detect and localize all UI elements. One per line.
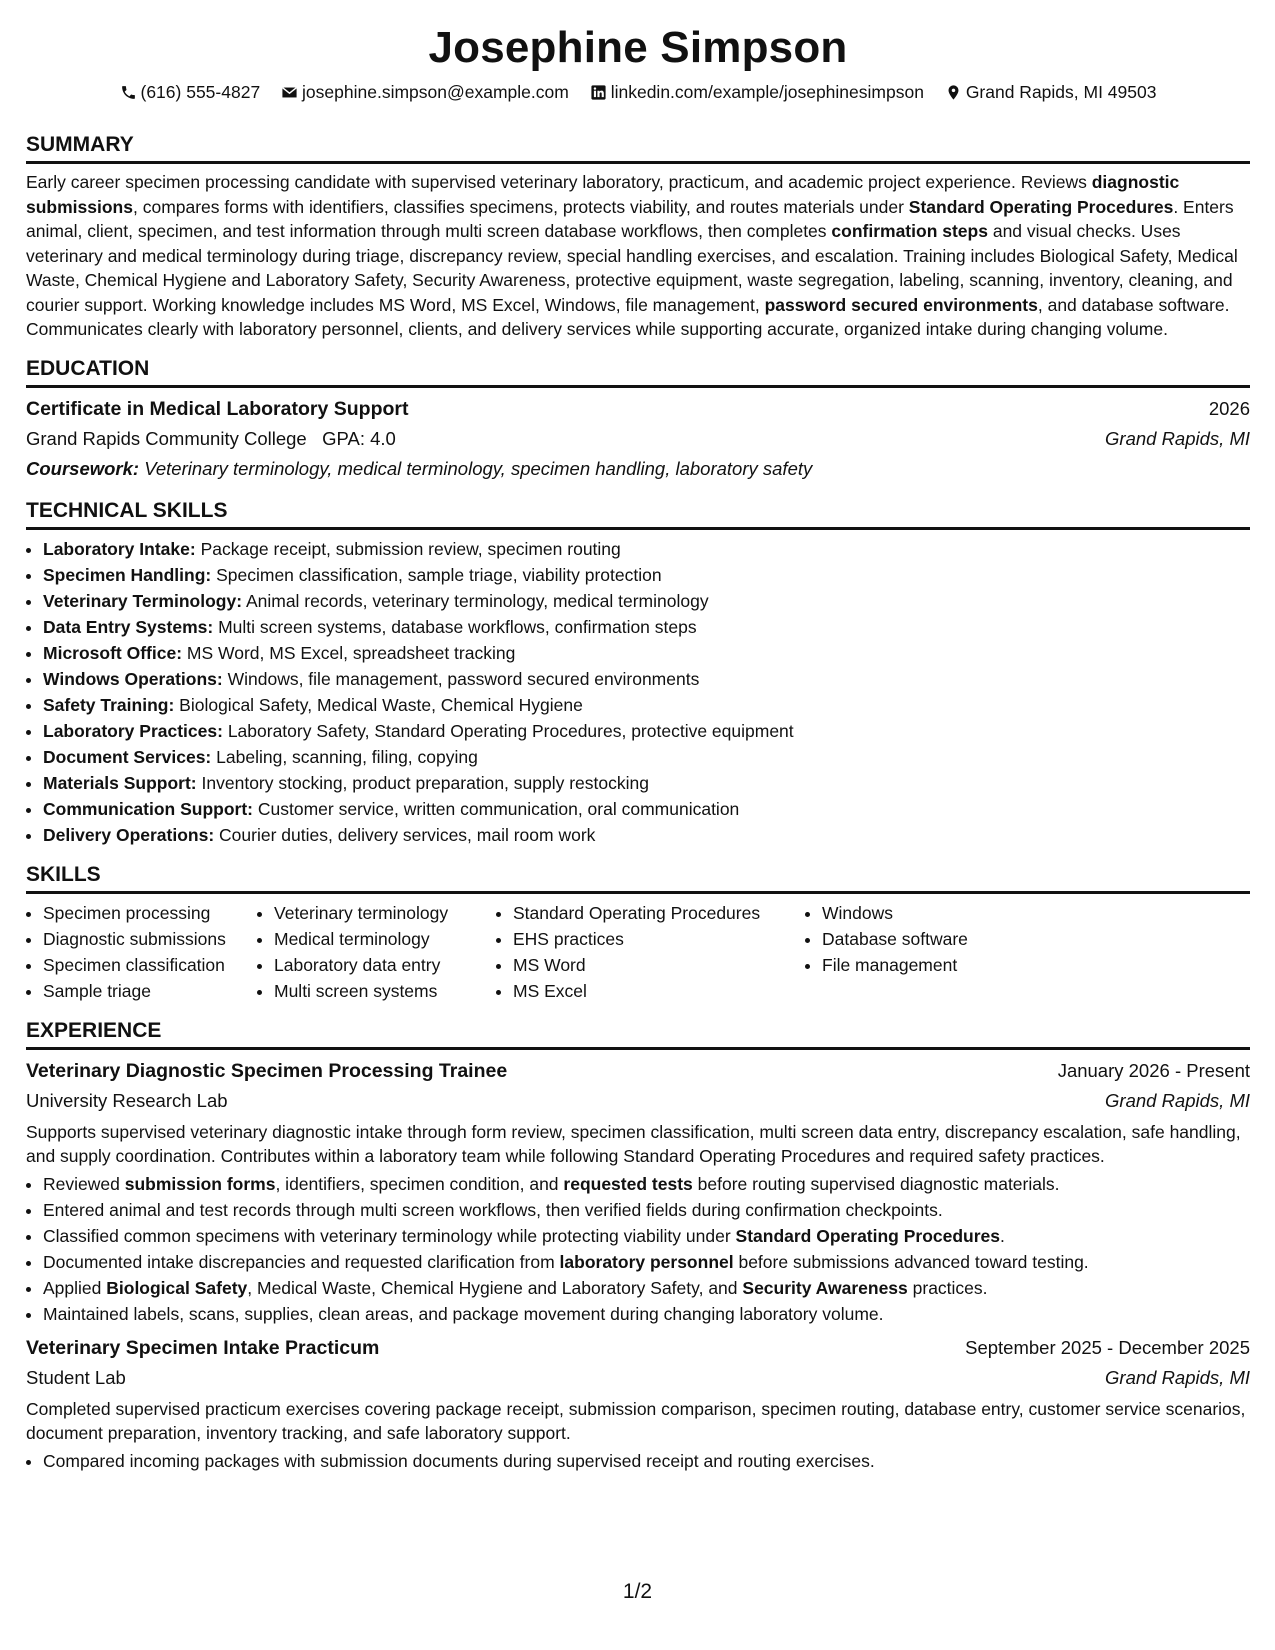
email-text: josephine.simpson@example.com: [302, 82, 569, 102]
job-bullets: [26, 1448, 1250, 1474]
list-item: • Entered animal and test records through multi screen workflows, then verified fields during confirmation checkpoints.: [43, 1197, 1250, 1223]
list-item: • Materials Support: Inventory stocking, product preparation, supply restocking: [43, 770, 1250, 796]
linkedin-text: linkedin.com/example/josephinesimpson: [610, 82, 924, 102]
education-row-2: [26, 424, 1250, 454]
degree-year: 2026: [1208, 397, 1250, 419]
education-heading: EDUCATION: [26, 356, 1250, 388]
job-entry-2: [26, 1333, 1250, 1474]
skills-column-4: [805, 900, 1042, 1004]
list-item: • Laboratory Intake: Package receipt, submission review, specimen routing: [43, 536, 1250, 562]
summary-heading: SUMMARY: [26, 132, 1250, 164]
list-item: • Applied Biological Safety, Medical Waste, Chemical Hygiene and Laboratory Safety, and Security Awareness practices.: [43, 1275, 1250, 1301]
job-org: University Research Lab: [26, 1089, 228, 1111]
skills-grid: [26, 900, 1250, 1004]
contact-location: [945, 80, 1157, 104]
list-item: • Standard Operating Procedures: [513, 900, 805, 926]
job-header: [26, 1056, 1250, 1086]
list-item: • Delivery Operations: Courier duties, delivery services, mail room work: [43, 822, 1250, 848]
technical-skills-list: [26, 536, 1250, 848]
list-item: • Maintained labels, scans, supplies, clean areas, and package movement during changing laboratory volume.: [43, 1301, 1250, 1327]
list-item: • EHS practices: [513, 926, 805, 952]
list-item: • Specimen Handling: Specimen classification, sample triage, viability protection: [43, 562, 1250, 588]
skills-column-2: [257, 900, 496, 1004]
list-item: • Laboratory Practices: Laboratory Safety, Standard Operating Procedures, protective equipment: [43, 718, 1250, 744]
phone-text: (616) 555-4827: [140, 82, 261, 102]
candidate-name: Josephine Simpson: [428, 23, 848, 72]
school-name: Grand Rapids Community College: [26, 427, 307, 449]
job-entry-1: [26, 1056, 1250, 1327]
list-item: • Sample triage: [43, 978, 257, 1004]
list-item: • Safety Training: Biological Safety, Medical Waste, Chemical Hygiene: [43, 692, 1250, 718]
list-item: • Diagnostic submissions: [43, 926, 257, 952]
skills-column-3: [496, 900, 805, 1004]
list-item: • Specimen classification: [43, 952, 257, 978]
job-role: Veterinary Diagnostic Specimen Processing Trainee: [26, 1059, 508, 1082]
education-row-1: [26, 394, 1250, 424]
skills-column-1: [26, 900, 257, 1004]
list-item: • Windows Operations: Windows, file management, password secured environments: [43, 666, 1250, 692]
linkedin-icon: [590, 82, 611, 102]
list-item: • Database software: [822, 926, 1042, 952]
summary-text: Early career specimen processing candidate with supervised veterinary laboratory, practicum, and academic project experience. Reviews diagnostic submissions, compares forms with identifiers, classifies specimens, protects viability, and routes materials under Standard Operating Procedures. Enters animal, client, specimen, and test information through multi screen database workflows, then completes confirmation steps and visual checks. Uses veterinary and medical terminology during triage, discrepancy review, special handling exercises, and escalation. Training includes Biological Safety, Medical Waste, Chemical Hygiene and Laboratory Safety, Security Awareness, protective equipment, waste segregation, labeling, scanning, inventory, cleaning, and courier support. Working knowledge includes MS Word, MS Excel, Windows, file management, password secured environments, and database software. Communicates clearly with laboratory personnel, clients, and delivery services while supporting accurate, organized intake during changing volume.: [26, 172, 1238, 339]
list-item: • Medical terminology: [274, 926, 496, 952]
job-dates: September 2025 - December 2025: [965, 1336, 1250, 1358]
school-info: [26, 424, 396, 454]
list-item: • MS Excel: [513, 978, 805, 1004]
job-description: Supports supervised veterinary diagnostic intake through form review, specimen classification, multi screen data entry, discrepancy escalation, safe handling, and supply coordination. Contributes within a laboratory team while following Standard Operating Procedures and required safety practices.: [26, 1121, 1241, 1166]
contact-bar: [26, 80, 1250, 104]
list-item: • Veterinary terminology: [274, 900, 496, 926]
job-role: Veterinary Specimen Intake Practicum: [26, 1336, 380, 1359]
gpa: GPA: 4.0: [322, 427, 396, 449]
skills-heading: SKILLS: [26, 862, 1250, 894]
list-item: • Communication Support: Customer service, written communication, oral communication: [43, 796, 1250, 822]
list-item: • MS Word: [513, 952, 805, 978]
job-subheader: [26, 1086, 1250, 1116]
envelope-icon: [281, 82, 302, 102]
list-item: • Document Services: Labeling, scanning, filing, copying: [43, 744, 1250, 770]
job-bullets: [26, 1171, 1250, 1327]
location-text: Grand Rapids, MI 49503: [965, 82, 1157, 102]
list-item: • Reviewed submission forms, identifiers, specimen condition, and requested tests before routing supervised diagnostic materials.: [43, 1171, 1250, 1197]
job-dates: January 2026 - Present: [1057, 1059, 1250, 1081]
job-location: Grand Rapids, MI: [1105, 1089, 1250, 1111]
coursework: Coursework: Veterinary terminology, medical terminology, specimen handling, laboratory safety: [26, 457, 813, 479]
job-subheader: [26, 1363, 1250, 1393]
contact-phone[interactable]: [120, 80, 261, 104]
phone-icon: [120, 82, 141, 102]
list-item: • File management: [822, 952, 1042, 978]
list-item: • Documented intake discrepancies and requested clarification from laboratory personnel before submissions advanced toward testing.: [43, 1249, 1250, 1275]
list-item: • Multi screen systems: [274, 978, 496, 1004]
map-pin-icon: [945, 82, 966, 102]
list-item: • Veterinary Terminology: Animal records, veterinary terminology, medical terminology: [43, 588, 1250, 614]
job-description: Completed supervised practicum exercises covering package receipt, submission comparison, specimen routing, database entry, customer service scenarios, document preparation, inventory tracking, and safe laboratory support.: [26, 1398, 1246, 1443]
contact-linkedin[interactable]: [590, 80, 924, 104]
list-item: • Compared incoming packages with submission documents during supervised receipt and routing exercises.: [43, 1448, 1250, 1474]
list-item: • Specimen processing: [43, 900, 257, 926]
technical-skills-heading: TECHNICAL SKILLS: [26, 498, 1250, 530]
list-item: • Windows: [822, 900, 1042, 926]
list-item: • Classified common specimens with veterinary terminology while protecting viability under Standard Operating Procedures.: [43, 1223, 1250, 1249]
list-item: • Laboratory data entry: [274, 952, 496, 978]
page-number: 1/2: [622, 1580, 653, 1603]
experience-heading: EXPERIENCE: [26, 1018, 1250, 1050]
job-org: Student Lab: [26, 1366, 126, 1388]
list-item: • Microsoft Office: MS Word, MS Excel, spreadsheet tracking: [43, 640, 1250, 666]
resume-page: [26, 0, 1250, 1474]
list-item: • Data Entry Systems: Multi screen systems, database workflows, confirmation steps: [43, 614, 1250, 640]
school-location: Grand Rapids, MI: [1105, 427, 1250, 449]
job-header: [26, 1333, 1250, 1363]
contact-email[interactable]: [281, 80, 569, 104]
job-location: Grand Rapids, MI: [1105, 1366, 1250, 1388]
degree-title: Certificate in Medical Laboratory Support: [26, 397, 409, 420]
